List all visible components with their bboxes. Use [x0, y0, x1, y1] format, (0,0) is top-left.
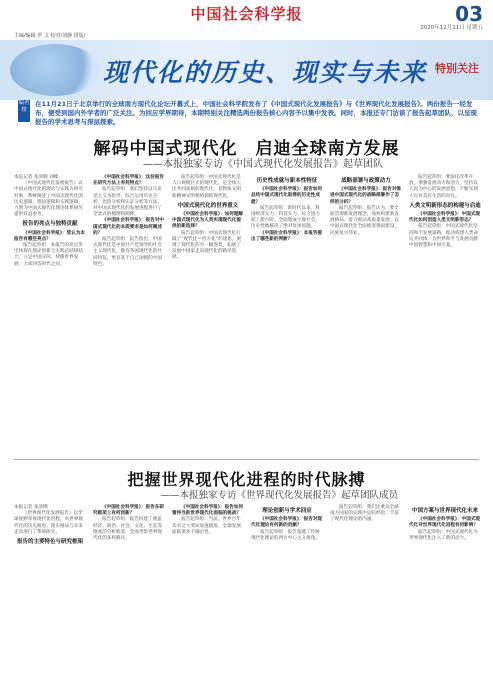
paragraph: 《中国式现代化发展报告》以中国式现代化的理论与实践为研究对象，系统阐述了中国式现代化的历史逻辑、理论逻辑和实践逻辑，力图为中国式现代化理论体系研究提供有益参考。: [14, 181, 83, 218]
paper-name: 中国社会科学报: [190, 5, 303, 23]
article2-column-5: [330, 505, 402, 695]
paragraph: 报告起草组：中国式现代化打破了“现代化＝西方化”的迷思，展现了现代化的另一幅图景，拓展了发展中国家走向现代化的路径选择。: [172, 230, 242, 261]
question: 《中国社会科学报》：您认为本报告有哪些亮点？: [14, 230, 86, 242]
page-number: 03: [455, 2, 483, 26]
column-heading: 理论创新与学术回应: [262, 508, 312, 514]
article1-column-5: [330, 175, 402, 455]
article2-column-4: [251, 505, 323, 695]
special-focus-tag: 特别关注: [435, 62, 479, 75]
article2-column-3: [172, 505, 244, 695]
article1-headline: 解码中国式现代化 启迪全球南方发展: [93, 139, 400, 159]
article1-column-2: [93, 175, 165, 455]
section-banner: [0, 40, 493, 100]
question: 《中国社会科学报》：报告对中国式现代化的本质要求是如何阐述的？: [93, 218, 165, 236]
question: 《中国社会科学报》：如何理解中国式现代化为人类实现现代化提供的新选择？: [172, 212, 244, 230]
column-heading: 战略部署与政策动力: [341, 178, 391, 184]
paragraph: 报告起草组：报告超越了传统现代化理论的西方中心主义视角。: [251, 529, 320, 541]
issue-date: 2020年12月11日 星期五: [420, 25, 483, 31]
editor-note-tag: 编者按: [18, 100, 30, 122]
byline: 本报记者 张清俐 刘峰: [14, 175, 59, 180]
paragraph: 报告起草组：本报告的亮点突出体现在理论创新与实践总结相结合，立足中国实际，放眼世界发展，力求回答时代之问。: [14, 243, 83, 267]
article1-body: [14, 175, 484, 455]
byline: 本报记者 张清俐: [14, 505, 48, 510]
article2-subheadline: ——本报独家专访《世界现代化发展报告》起草团队成员: [160, 490, 398, 501]
paragraph: 报告起草组：中国式现代化坚持和平发展道路，推动构建人类命运共同体，为世界和平与发展贡献中国智慧和中国方案。: [409, 224, 478, 249]
article2-column-2: [93, 505, 165, 695]
article1-column-3: [172, 175, 244, 455]
article1-subheadline: ——本报独家专访《中国式现代化发展报告》起草团队: [143, 159, 383, 170]
paragraph: 报告起草组：报告指出，中国式现代化是中国共产党领导的社会主义现代化，既有各国现代化的共同特征，更有基于自己国情的中国特色。: [93, 237, 162, 267]
article2-headline: 把握世界现代化进程的时代脉搏: [127, 470, 366, 489]
paragraph: 报告起草组：我们注重从全球南方国家的实践中总结经验，丰富了现代化理论的内涵。: [330, 505, 399, 523]
paragraph: 报告起草组：报告认为，要全面贯彻新发展理念，加快构建新发展格局，着力推动高质量发展，以中国式现代化全面推进强国建设、民族复兴伟业。: [330, 205, 399, 236]
question: 《中国社会科学报》：报告对现代化理论有何新的贡献？: [251, 517, 323, 529]
question: 《中国社会科学报》：报告对推进中国式现代化的战略部署作了怎样的分析？: [330, 187, 402, 205]
paragraph: 报告起草组：要深化改革开放，增强发展动力和活力，坚持以人民为中心的发展思想，不断实现人民对美好生活的向往。: [409, 175, 478, 199]
paragraph: 报告起草组：报告构建了涵盖经济、政治、社会、文化、生态等维度的分析框架，全面考察世界现代化的多样路径。: [93, 517, 162, 542]
question: 《中国社会科学报》：中国式现代化如何创造人类文明新形态？: [409, 212, 481, 224]
column-heading: 报告的亮点与独特贡献: [22, 221, 78, 228]
article1-column-6: [409, 175, 481, 455]
editor-credit: 主编/编辑 罗 文 校对/刘静 排版/: [14, 33, 86, 39]
paragraph: 报告起草组：中国式现代化是人口规模巨大的现代化，是全体人民共同富裕的现代化，是物质文明和精神文明相协调的现代化。: [172, 175, 241, 199]
article2-column-1: [14, 505, 86, 695]
paragraph: 报告起草组：我们坚持以马克思主义为指导，综合运用历史分析、比较分析和实证分析等方法，对中国式现代化的发展进程进行了全景式的梳理和阐释。: [93, 187, 162, 218]
editor-note-text: 在11月21日于北京举行的全球南方现代化论坛开幕式上，中国社会科学院发布了《中国式现代化发展报告》与《世界现代化发展报告》。两份报告一经发布，便受到国内外学者的广泛关注。为回应学界期待，本期特别关注精选两份报告核心内容予以集中发表。同时，本报还专门访谈了报告起草团队，以呈现报告的学术思考与深层探索。: [35, 100, 477, 126]
question: 《中国社会科学报》：报告在研究框架上有何创新？: [93, 505, 165, 517]
paragraph: 报告起草组：中国式现代化为世界现代化注入了新的动力。: [409, 529, 478, 541]
article1-column-1: [14, 175, 86, 455]
question: 《中国社会科学报》：中国式现代化对世界现代化进程有何影响？: [409, 517, 481, 529]
question: 《中国社会科学报》：本报告提出了哪些新的判断？: [251, 230, 323, 242]
banner-title: 现代化的历史、现实与未来: [103, 58, 428, 87]
column-heading: 中国方案与世界现代化未来: [411, 508, 478, 514]
column-heading: 报告的主要特色与研究框架: [16, 539, 83, 546]
editor-note: [18, 100, 483, 130]
article2-body: [14, 505, 484, 695]
question: 《中国社会科学报》：报告如何看待当前世界现代化面临的挑战？: [172, 505, 244, 517]
column-heading: 中国式现代化的世界意义: [177, 202, 239, 209]
column-heading: 历史性成就与新本性特征: [256, 178, 318, 184]
section-divider: [14, 459, 479, 460]
paragraph: 报告起草组：当前，世界百年未有之大变局加速演进，全球发展面临诸多不确定性。: [172, 517, 241, 535]
column-heading: 人类文明新形态的构建与启迪: [409, 202, 481, 209]
globe-graphic: [10, 44, 100, 96]
paragraph: 《世界现代化发展报告》以全球视野审视现代化进程，对世界现代化的历史演进、现实格局与未来走向进行了系统研究。: [14, 511, 83, 535]
question: 《中国社会科学报》：报告如何总结中国式现代化取得的历史性成就？: [251, 187, 323, 205]
article1-column-4: [251, 175, 323, 455]
article2-column-6: [409, 505, 481, 695]
paragraph: 报告起草组：新时代以来，我国经济实力、科技实力、综合国力跃上新台阶，全面建成小康社会，历史性地解决了绝对贫困问题。: [251, 205, 320, 230]
question: 《中国社会科学报》：这份报告在研究方法上有何特点？: [93, 175, 165, 187]
